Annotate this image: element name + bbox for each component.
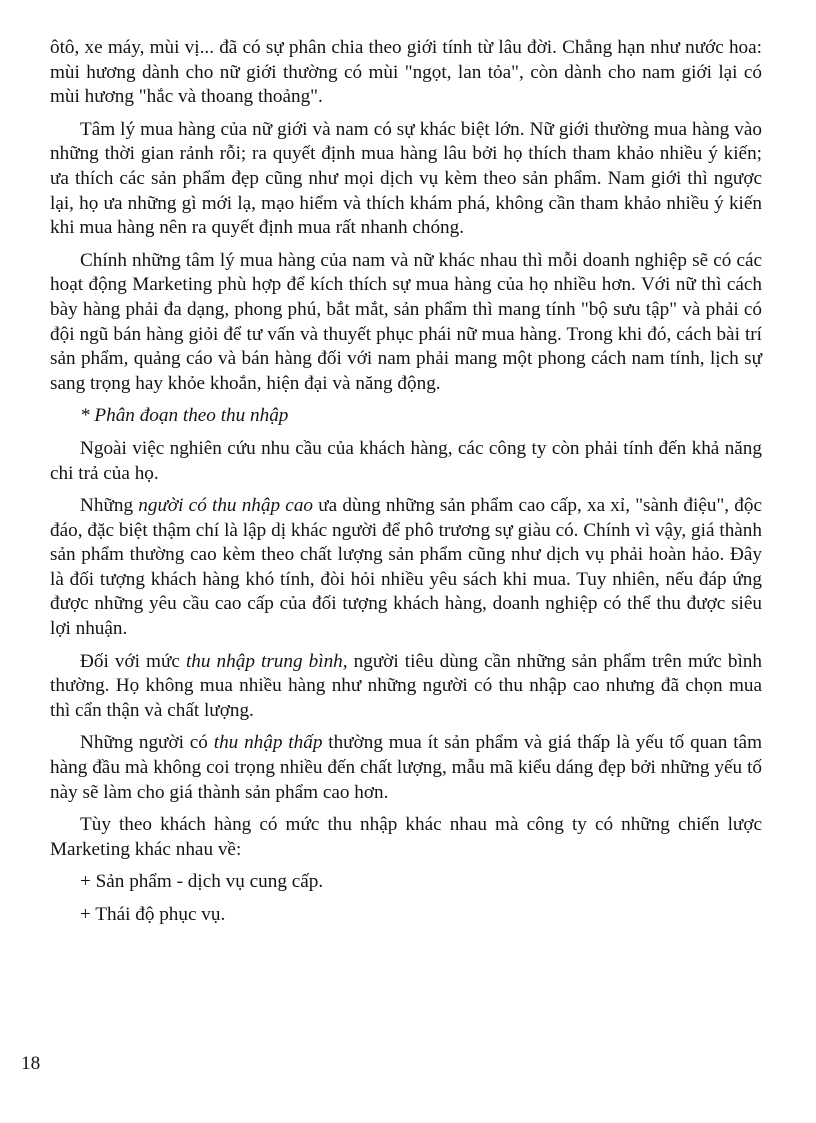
low-income-term: thu nhập thấp <box>213 732 323 754</box>
page-body <box>50 36 762 936</box>
middle-income-term: thu nhập trung bình, <box>185 650 348 672</box>
high-income-term: người có thu nhập cao <box>138 495 314 517</box>
paragraph-gender-psychology: Tâm lý mua hàng của nữ giới và nam có sự khác biệt lớn. Nữ giới thường mua hàng vào những thời gian rảnh rỗi; ra quyết định mua hàng lâu bởi họ thích tham khảo nhiều ý kiến; ưa thích các sản phẩm đẹp cũng như mọi dịch vụ kèm theo sản phẩm. Nam giới thì ngược lại, họ ưa những gì mới lạ, mạo hiểm và thích khám phá, không cần tham khảo nhiều ý kiến khi mua hàng nên ra quyết định mua rất nhanh chóng. <box>50 118 762 239</box>
bullet-service-attitude: + Thái độ phục vụ. <box>80 904 226 925</box>
high-income-rest: ưa dùng những sản phẩm cao cấp, xa xỉ, "sành điệu", độc đáo, đặc biệt thậm chí là lập dị khác người để phô trương sự giàu có. Chính vì vậy, giá thành sản phẩm thường cao kèm theo chất lượng sản phẩm cũng như dịch vụ phải hoàn hảo. Đây là đối tượng khách hàng khó tính, đòi hỏi nhiều yêu sách khi mua. Tuy nhiên, nếu đáp ứng được những yêu cầu cao cấp của đối tượng khách hàng, doanh nghiệp có thể thu được siêu lợi nhuận. <box>50 495 762 640</box>
low-income-rest: thường mua ít sản phẩm và giá thấp là yếu tố quan tâm hàng đầu mà không coi trọng nhiều đến chất lượng, mẫu mã kiểu dáng đẹp bởi những yếu tố này sẽ làm cho giá thành sản phẩm cao hơn. <box>50 732 762 803</box>
paragraph-marketing-by-gender: Chính những tâm lý mua hàng của nam và nữ khác nhau thì mỗi doanh nghiệp sẽ có các hoạt động Marketing phù hợp để kích thích sự mua hàng của họ nhiều hơn. Với nữ thì cách bày hàng phải đa dạng, phong phú, bắt mắt, sản phẩm thì mang tính "bộ sưu tập" và phải có đội ngũ bán hàng giỏi để tư vấn và thuyết phục phái nữ mua hàng. Trong khi đó, cách bài trí sản phẩm, quảng cáo và bán hàng đối với nam phải mang một phong cách nam tính, lịch sự sang trọng hay khỏe khoắn, hiện đại và năng động. <box>50 249 762 394</box>
paragraph-strategy-intro: Tùy theo khách hàng có mức thu nhập khác nhau mà công ty có những chiến lược Marketing khác nhau về: <box>50 814 762 860</box>
paragraph-middle-income <box>50 650 762 724</box>
middle-income-rest: người tiêu dùng cần những sản phẩm trên mức bình thường. Họ không mua nhiều hàng như những người có thu nhập cao nhưng đã chọn mua thì cẩn thận và chất lượng. <box>50 650 762 721</box>
low-income-lead: Những người có <box>80 732 214 754</box>
bullet-product-service: + Sản phẩm - dịch vụ cung cấp. <box>80 871 324 893</box>
paragraph-high-income <box>50 494 762 642</box>
paragraph-perfume: ôtô, xe máy, mùi vị... đã có sự phân chia theo giới tính từ lâu đời. Chẳng hạn như nước hoa: mùi hương dành cho nữ giới thường có mùi "ngọt, lan tỏa", còn dành cho nam giới lại có mùi hương "hắc và thoang thoảng". <box>50 37 762 108</box>
section-heading-income: * Phân đoạn theo thu nhập <box>80 405 289 427</box>
middle-income-lead: Đối với mức <box>80 650 186 672</box>
paragraph-low-income <box>50 731 762 805</box>
page-number: 18 <box>21 1053 41 1074</box>
paragraph-income-intro: Ngoài việc nghiên cứu nhu cầu của khách hàng, các công ty còn phải tính đến khả năng chi trả của họ. <box>50 437 762 484</box>
high-income-lead: Những <box>80 495 139 517</box>
